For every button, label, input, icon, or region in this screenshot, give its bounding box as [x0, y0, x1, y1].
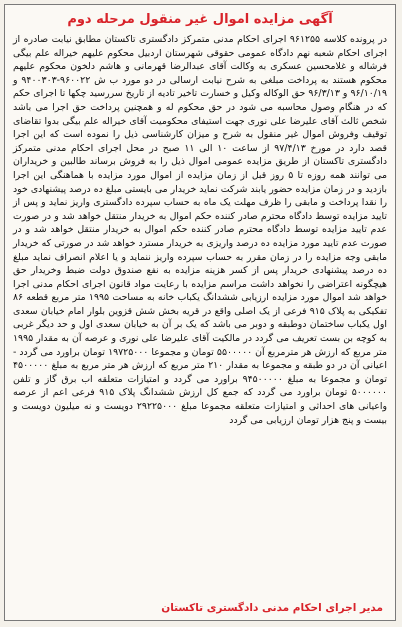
notice-title: آگهی مزایده اموال غیر منقول مرحله دوم: [67, 12, 333, 27]
auction-notice: [4, 4, 396, 621]
notice-body: در پرونده کلاسه ۹۶۱۲۵۵ اجرای احکام مدنی متمرکز دادگستری تاکستان مطابق نیابت صادره از اجرای احکام شعبه نهم دادگاه عمومی حقوقی شهرستان اردبیل محکوم علیهم خیراله علم بیگی فرشاله و غلامحسین عسکری به وکالت آقای عبدالرضا قهرمانی و هاشم دلخون محکوم علیهم محکوم هستند به پرداخت مبلغی به شرح نیابت ارسالی در دو مورد ب ش ۹۶۰۰۲۲-۹۴۰۰۳۰۳ و ۹۶/۱۰/۱۹ و ۹۶/۳/۱۳ حق الوکاله وکیل و خسارت تاخیر تادیه از تاریخ سررسید چکها تا اجرای حکم که در هنگام وصول محاسبه می شود در حق محکوم له و همچنین پرداخت حق اجرا می باشد شخص ثالث آقای علیرضا علی نوری جهت استیفای محکومیت آقای خیراله علم بیگی بدوا تقاضای توقیف وفروش اموال غیر منقول به شرح و میزان کارشناسی ذیل را نموده است که این اجرا قصد دارد در مورخ ۹۷/۴/۱۳ از ساعت ۱۰ الی ۱۱ صبح در محل اجرای احکام مدنی متمرکز دادگستری تاکستان از طریق مزایده عمومی اموال ذیل را به فروش برساند طالبین و خریداران می توانند همه روزه تا ۵ روز قبل از زمان مزایده از اموال مورد مزایده با هماهنگی این اجرا بازدید و در زمان مزایده حضور یابند شرکت نماید خریدار می بایستی مبلغ ده درصد پیشنهادی خود را نقدا پرداخت و مابقی را ظرف مهلت یک ماه به حساب سپرده دادگستری واریز نماید و پس از تایید مزایده توسط دادگاه محترم صادر کننده حکم اموال به خریدار منتقل خواهد شد و در صورت عدم تایید مزایده توسط دادگاه محترم صادر کننده حکم اموال به خریدار منتقل خواهد شد و در صورت عدم تایید مورد مزایده ده درصد واریزی به خریدار مسترد خواهد شد در صورتی که خریدار مابقی وجه مزایده را در زمان مقرر به حساب سپرده واریز ننماید و یا اعلام انصراف نماید مبلغ ده درصد پیشنهادی خریدار پس از کسر هزینه مزایده به نفع صندوق دولت ضبط وخریدار حق هیچگونه اعتراضی را نخواهد داشت مراسم مزایده با رعایت مواد قانون اجرای احکام مدنی اجرا خواهد شد اموال مورد مزایده ارزیابی ششدانگ یکباب خانه به مساحت ۱۹۹۵ متر مربع قطعه ۸۶ تفکیکی به پلاک ۹۱۵ فرعی از یک اصلی واقع در قریه بخش شش قزوین بلوار امام خیابان سعدی اول یکباب ساختمان دوطبقه و دوبر می باشد که یک بر آن به خیابان سعدی اول و حد دیگر غربی به کوچه بن بست تعریف می گردد در مالکیت آقای علیرضا علی نوری و عرصه آن به مقدار ۱۹۹۵ متر مربع که ارزش هر مترمربع آن ۵۵۰۰۰۰۰ تومان و مجموعا ۱۹۷۲۵۰۰۰ تومان براورد می گردد - اعیانی آن در دو طبقه و مجموعا به مقدار ۲۱۰ متر مربع که ارزش هر متر مربع به مبلغ ۴۵۰۰۰۰۰ تومان و مجموعا به مبلغ ۹۴۵۰۰۰۰۰ براورد می گردد و امتیازات متعلقه اب برق گاز و تلفن ۵۰۰۰۰۰۰ تومان براورد می گردد که جمع کل ارزش ششدانگ پلاک ۹۱۵ فرعی اعم از عرصه واعیانی های احداثی و امتیازات متعلقه مجموعا مبلغ ۲۹۲۲۵۰۰۰ دویست و نه میلیون دویست و بیست و پنج هزار تومان ارزیابی می گردد: [13, 34, 388, 426]
notice-signature: مدیر اجرای احکام مدنی دادگستری تاکستان: [161, 602, 383, 614]
